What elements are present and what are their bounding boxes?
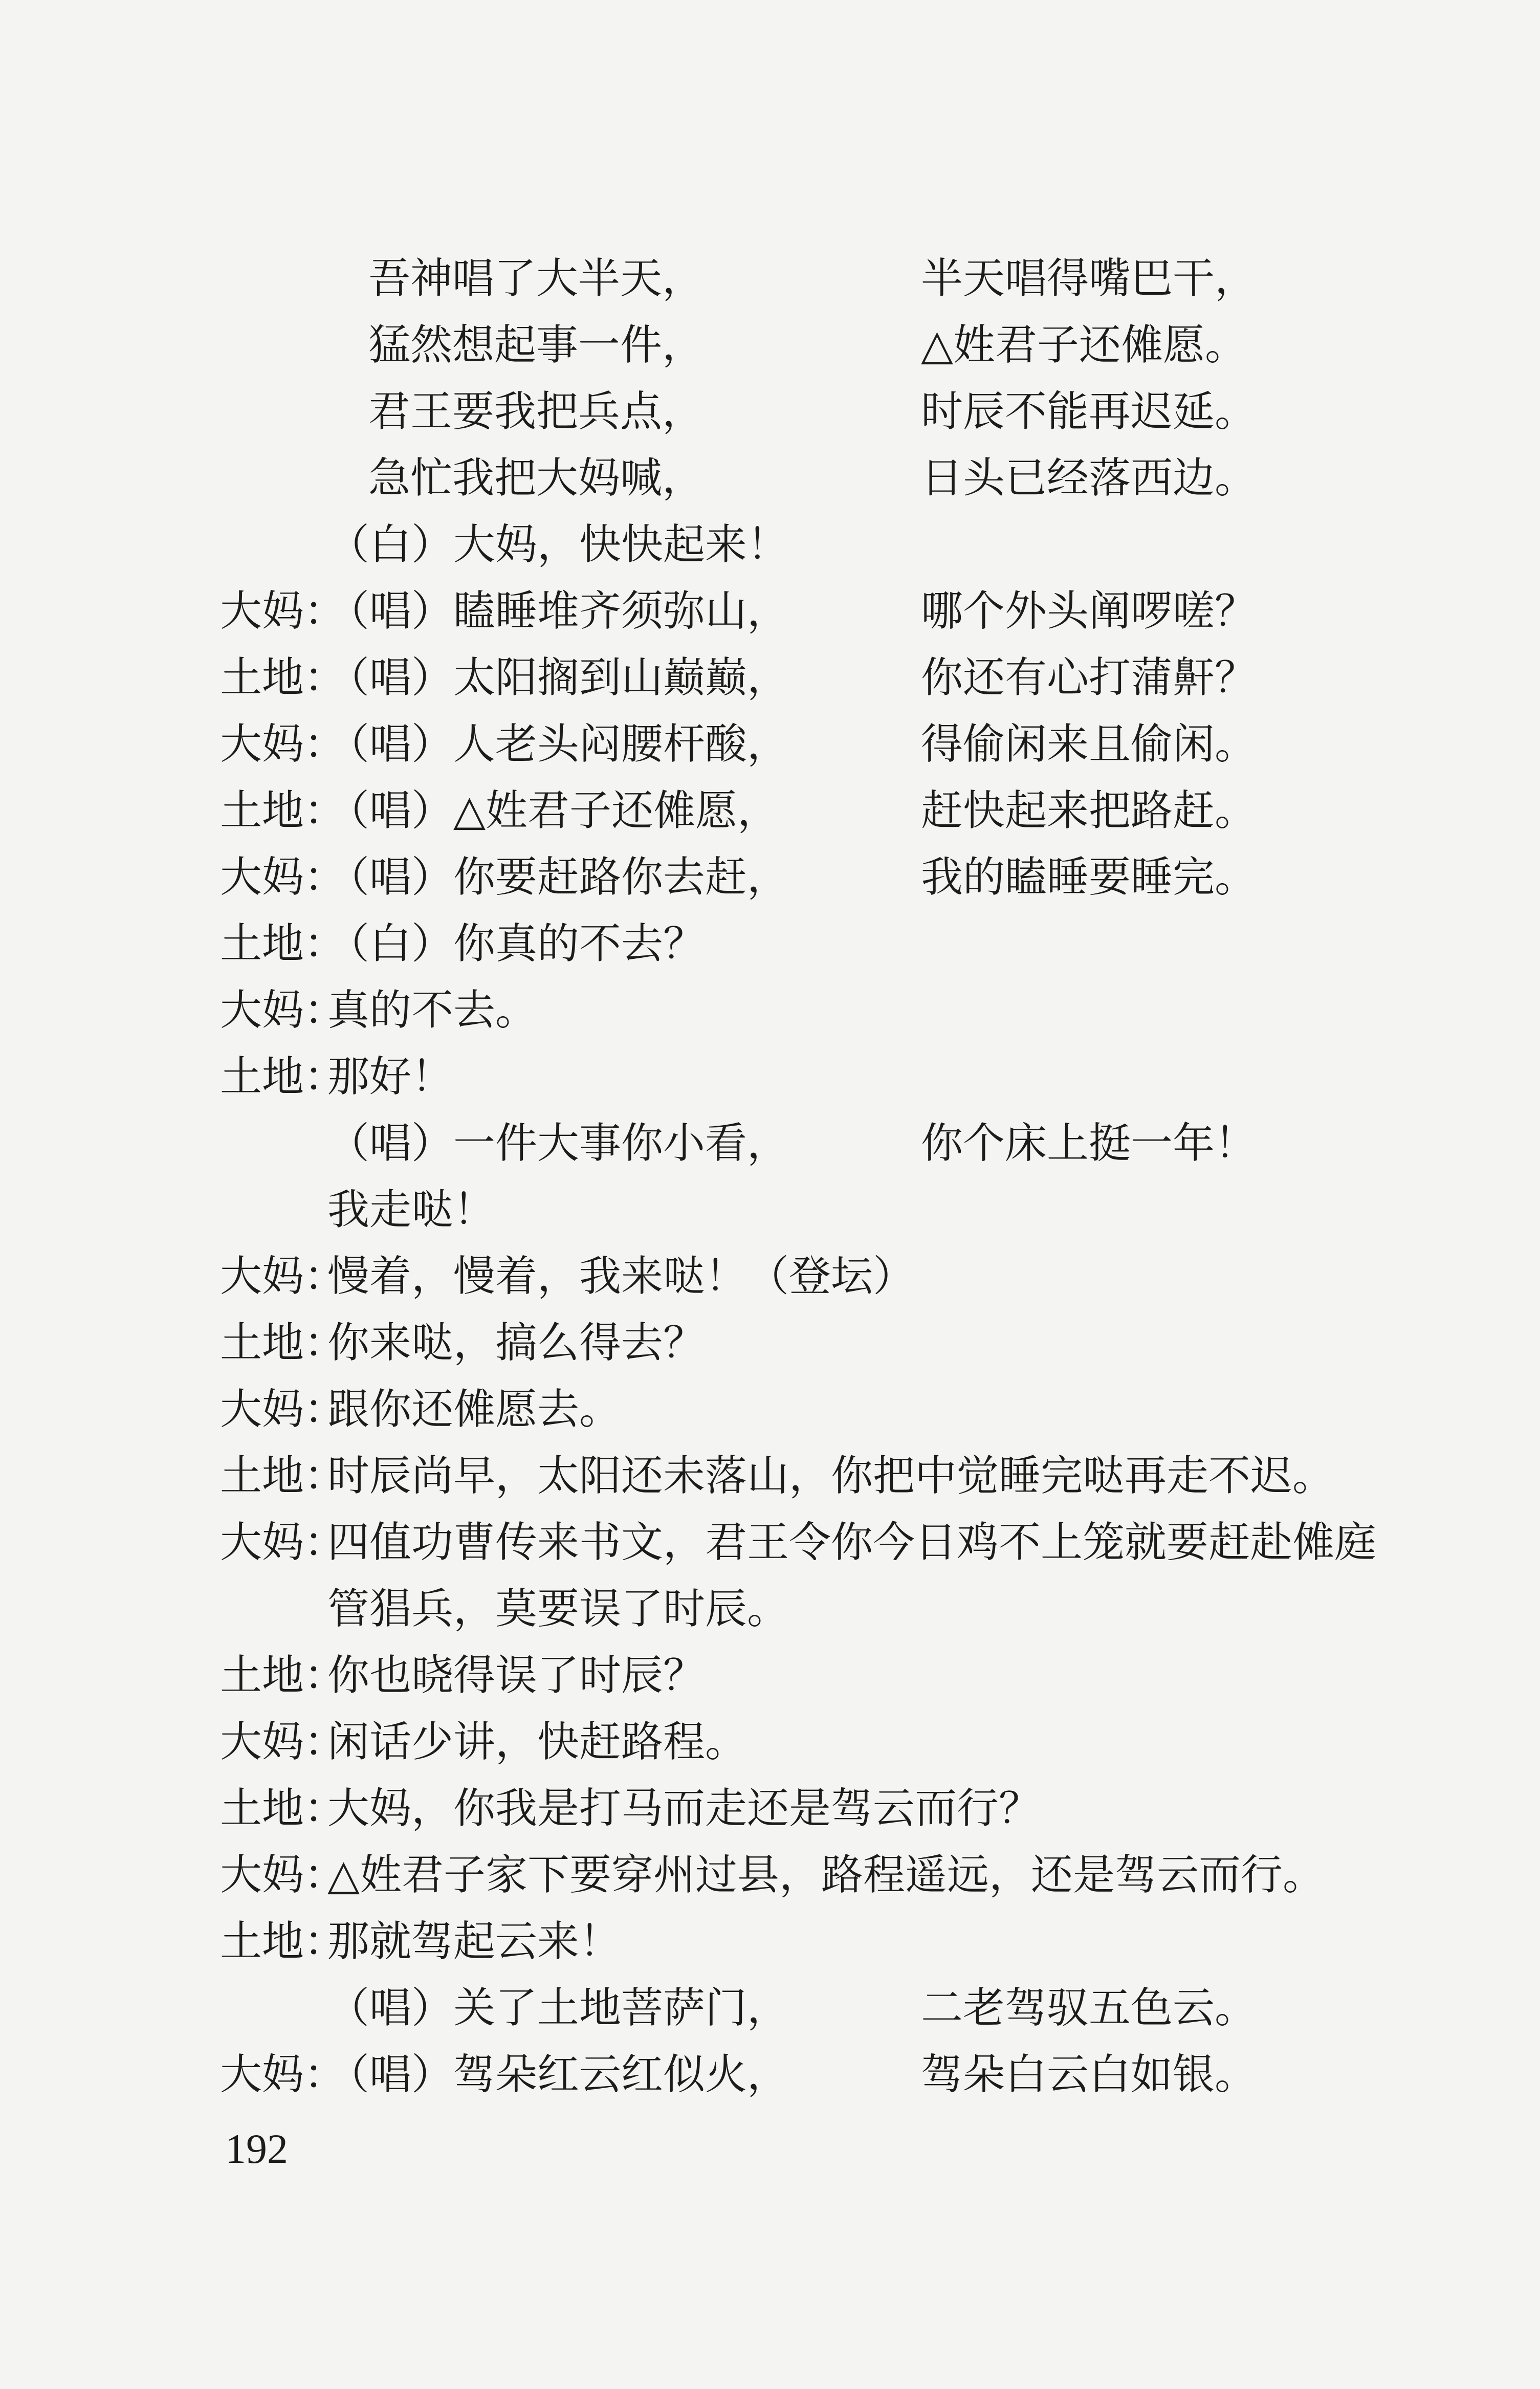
speaker-label: 土地： [220,786,346,835]
verse-second-half: 二老驾驭五色云。 [921,1984,1257,2032]
verse-second-half: 我的瞌睡要睡完。 [921,853,1257,902]
line-text: △姓君子家下要穿州过县，路程遥远，还是驾云而行。 [327,1851,1325,1899]
verse-second-half: 你还有心打蒲鼾？ [921,653,1257,702]
verse-first-half: 吾神唱了大半天， [368,254,705,303]
speaker-label: 土地： [220,653,346,702]
verse-second-half: 日头已经落西边。 [921,454,1257,502]
line-text: 四值功曹传来书文，君王令你今日鸡不上笼就要赶赴傩庭 [327,1518,1377,1567]
verse-second-half: 哪个外头阐啰嗟？ [921,587,1257,635]
line-text: 管猖兵，莫要误了时辰。 [327,1585,789,1633]
speaker-label: 土地： [220,1784,346,1833]
verse-second-half: 时辰不能再迟延。 [921,387,1257,436]
verse-first-half: （唱）太阳搁到山巅巅， [327,653,789,702]
line-text: （白）你真的不去？ [327,919,706,968]
verse-first-half: 君王要我把兵点， [368,387,705,436]
speaker-label: 大妈： [220,1385,346,1434]
line-text: （白）大妈，快快起来！ [327,520,789,569]
line-text: 跟你还傩愿去。 [327,1385,622,1434]
verse-first-half: （唱）人老头闷腰杆酸， [327,720,789,769]
speaker-label: 大妈： [220,986,346,1035]
verse-first-half: 猛然想起事一件， [368,321,705,369]
verse-first-half: （唱）瞌睡堆齐须弥山， [327,587,789,635]
speaker-label: 大妈： [220,720,346,769]
verse-first-half: 急忙我把大妈喊， [368,454,705,502]
line-text: 大妈，你我是打马而走还是驾云而行？ [327,1784,1041,1833]
line-text: 你来哒，搞么得去？ [327,1319,706,1367]
speaker-label: 土地： [220,919,346,968]
speaker-label: 土地： [220,1651,346,1700]
speaker-label: 土地： [220,1053,346,1101]
line-text: 时辰尚早，太阳还未落山，你把中觉睡完哒再走不迟。 [327,1452,1335,1500]
verse-first-half: （唱）△姓君子还傩愿， [327,786,780,835]
speaker-label: 土地： [220,1319,346,1367]
verse-second-half: 得偷闲来且偷闲。 [921,720,1257,769]
verse-second-half: △姓君子还傩愿。 [921,321,1247,369]
speaker-label: 大妈： [220,2050,346,2099]
speaker-label: 大妈： [220,853,346,902]
line-text: 那就驾起云来！ [327,1917,622,1966]
speaker-label: 大妈： [220,587,346,635]
line-text: 闲话少讲，快赶路程。 [327,1718,747,1766]
speaker-label: 大妈： [220,1851,346,1899]
verse-second-half: 半天唱得嘴巴干， [921,254,1257,303]
line-text: 那好！ [327,1053,454,1101]
verse-first-half: （唱）你要赶路你去赶， [327,853,789,902]
line-text: 慢着，慢着，我来哒！（登坛） [327,1252,915,1301]
verse-first-half: （唱）一件大事你小看， [327,1119,789,1168]
speaker-label: 土地： [220,1452,346,1500]
speaker-label: 土地： [220,1917,346,1966]
verse-first-half: （唱）关了土地菩萨门， [327,1984,789,2032]
verse-second-half: 赶快起来把路赶。 [921,786,1257,835]
verse-first-half: （唱）驾朵红云红似火， [327,2050,789,2099]
page-number: 192 [225,2125,288,2172]
speaker-label: 大妈： [220,1252,346,1301]
verse-second-half: 你个床上挺一年！ [921,1119,1257,1168]
verse-second-half: 驾朵白云白如银。 [921,2050,1257,2099]
line-text: 真的不去。 [327,986,538,1035]
line-text: 你也晓得误了时辰？ [327,1651,706,1700]
speaker-label: 大妈： [220,1518,346,1567]
line-text: 我走哒！ [327,1186,496,1234]
speaker-label: 大妈： [220,1718,346,1766]
